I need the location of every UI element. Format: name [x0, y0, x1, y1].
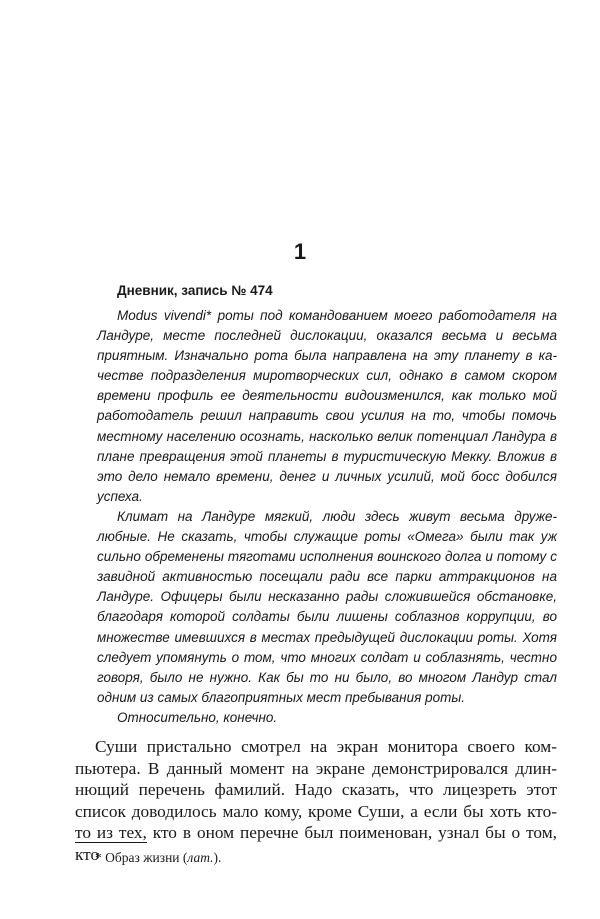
footnote-closing: ).: [213, 850, 222, 865]
diary-paragraph: Modus vivendi* роты под командованием моего работодателя на Ландуре, месте последней дислокации, оказался весьма и весьма приятным. Изначально рота была направлена на эту планету в качестве подразделения миротворческих сил, однако в самом скором времени профиль ее деятельности видоизменился, как только мой работодатель решил направить свои усилия на то, чтобы помочь местному населению осознать, насколько велик потенциал Ландура в плане превращения этой планеты в туристическую Мекку. Вложив в это дело немало времени, денег и личных усилий, мой босс добился успеха.: [97, 308, 557, 504]
diary-paragraph: Относительно, конечно.: [117, 709, 278, 725]
footnote-divider: [75, 842, 147, 843]
diary-text: [97, 306, 557, 728]
diary-paragraph: Климат на Ландуре мягкий, люди здесь живут весьма дружелюбные. Не сказать, чтобы служащие роты «Омега» были так уж сильно обременены тяготами исполнения воинского долга и потому с завидной активностью посещали ради все парки аттракционов на Ландуре. Офицеры были несказанно рады сложившейся обстановке, благодаря которой солдаты были лишены соблазнов коррупции, во множестве имевшихся в местах предыдущей дислокации роты. Хотя следует упомянуть о том, что многих солдат и соблазнять, честно говоря, было не нужно. Как бы то ни было, во многом Ландур стал одним из самых благоприятных мест пребывания роты.: [97, 508, 557, 705]
narrative-text: [75, 736, 557, 866]
chapter-number: 1: [293, 239, 307, 264]
diary-entry-heading: Дневник, запись № 474: [117, 283, 273, 298]
narrative-paragraph: Суши пристально смотрел на экран монитора своего компьютера. В данный момент на экране демонстрировался длиннющий перечень фамилий. Надо сказать, что лицезреть этот список доводилось мало кому, кроме Суши, а если бы хоть кто-то из тех, кто в оном перечне был поименован, узнал бы о том, кто: [75, 737, 557, 864]
footnote-language: лат.: [187, 850, 214, 865]
footnote-text: * Образ жизни (: [95, 850, 188, 865]
footnote: [95, 849, 221, 867]
